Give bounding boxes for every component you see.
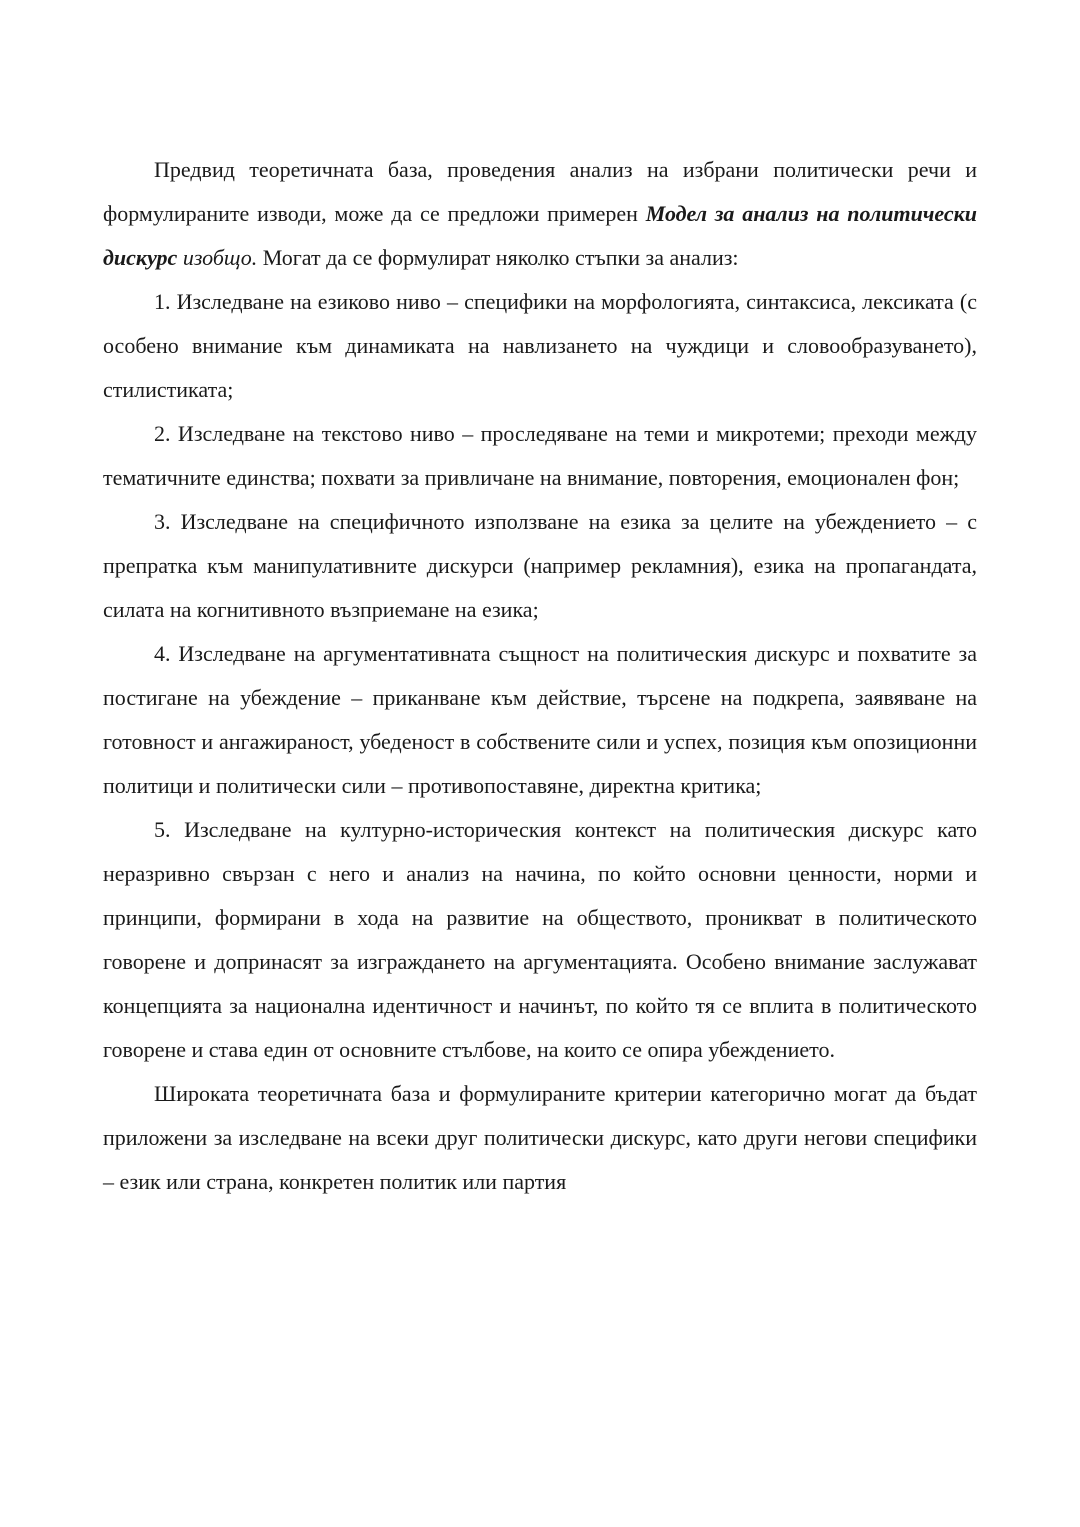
- document-page: [103, 148, 977, 1204]
- step-2-paragraph: 2. Изследване на текстово ниво – проследяване на теми и микротеми; преходи между тематичните единства; похвати за привличане на внимание, повторения, емоционален фон;: [103, 421, 977, 490]
- step-5-paragraph: 5. Изследване на културно-историческия контекст на политическия дискурс като неразривно свързан с него и анализ на начина, по който основни ценности, норми и принципи, формирани в хода на развитие на обществото, проникват в политическото говорене и допринасят за изграждането на аргументацията. Особено внимание заслужават концепцията за национална идентичност и начинът, по който тя се вплита в политическото говорене и става един от основните стълбове, на които се опира убеждението.: [103, 817, 977, 1062]
- intro-text-part1: Предвид теоретичната база, проведения анализ на избрани политически речи и формулираните изводи, може да се предложи примерен: [103, 157, 977, 226]
- step-3-paragraph: 3. Изследване на специфичното използване на езика за целите на убеждението – с препратка към манипулативните дискурси (например рекламния), езика на пропагандата, силата на когнитивното възприемане на езика;: [103, 509, 977, 622]
- model-title: Модел за анализ на политически дискурс: [103, 201, 978, 270]
- step-4-paragraph: 4. Изследване на аргументативната същност на политическия дискурс и похватите за постигане на убеждение – приканване към действие, търсене на подкрепа, заявяване на готовност и ангажираност, убеденост в собствените сили и успех, позиция към опозиционни политици и политически сили – противопоставяне, директна критика;: [103, 641, 977, 798]
- intro-paragraph: [103, 148, 977, 280]
- model-qualifier: изобщо.: [182, 245, 258, 270]
- step-1-paragraph: 1. Изследване на езиково ниво – специфики на морфологията, синтаксиса, лексиката (с особено внимание към динамиката на навлизането на чуждици и словообразуването), стилистиката;: [103, 289, 977, 402]
- intro-text-part2: Могат да се формулират няколко стъпки за анализ:: [257, 245, 739, 270]
- closing-paragraph: Широката теоретичната база и формулираните критерии категорично могат да бъдат приложени за изследване на всеки друг политически дискурс, като други негови специфики – език или страна, конкретен политик или партия: [103, 1081, 977, 1194]
